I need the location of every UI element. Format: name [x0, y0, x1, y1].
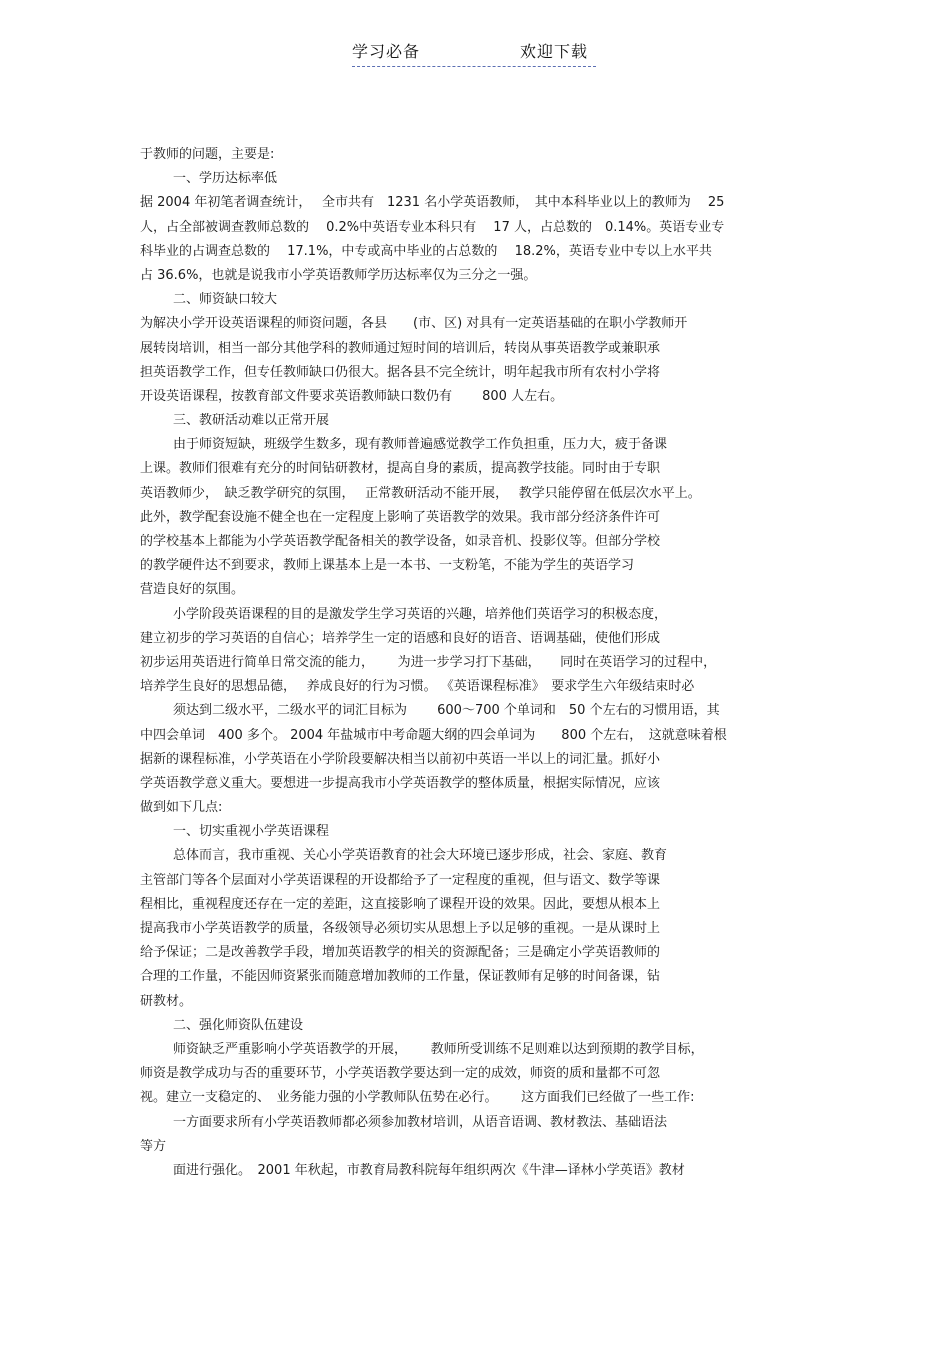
text-line: 由于师资短缺，班级学生数多，现有教师普遍感觉教学工作负担重，压力大，疲于备课 [173, 437, 668, 453]
text-line: 合理的工作量，不能因师资紧张而随意增加教师的工作量，保证教师有足够的时间备课，钻 [140, 969, 661, 985]
text-line: 给予保证；二是改善教学手段，增加英语教学的相关的资源配备；三是确定小学英语教师的 [140, 945, 661, 961]
text-line: 英语教师少， 缺乏教学研究的氛围， 正常教研活动不能开展， 教学只能停留在低层次水平上。 [140, 485, 701, 501]
text-line: 培养学生良好的思想品德， 养成良好的行为习惯。 《英语课程标准》 要求学生六年级结束时必 [140, 679, 695, 695]
text-line: 营造良好的氛围。 [140, 582, 245, 598]
text-line: 二、强化师资队伍建设 [173, 1017, 304, 1033]
text-line: 总体而言，我市重视、关心小学英语教育的社会大环境已逐步形成，社会、家庭、教育 [173, 848, 668, 864]
text-line: 科毕业的占调查总数的 17.1%，中专或高中毕业的占总数的 18.2%，英语专业中专以上水平共 [140, 243, 712, 259]
text-line: 据新的课程标准，小学英语在小学阶段要解决相当以前初中英语一半以上的词汇量。抓好小 [140, 751, 661, 767]
text-line: 据 2004 年初笔者调查统计， 全市共有 1231 名小学英语教师， 其中本科毕业以上的教师为 25 [140, 195, 725, 211]
text-line: 为解决小学开设英语课程的师资问题，各县 (市、区) 对具有一定英语基础的在职小学教师开 [140, 316, 688, 332]
text-line: 等方 [140, 1138, 167, 1154]
text-line: 人，占全部被调查教师总数的 0.2%中英语专业本科只有 17 人，占总数的 0.14%。英语专业专 [140, 219, 725, 235]
text-line: 建立初步的学习英语的自信心；培养学生一定的语感和良好的语音、语调基础，使他们形成 [140, 630, 661, 646]
text-line: 主管部门等各个层面对小学英语课程的开设都给予了一定程度的重视，但与语文、数学等课 [140, 872, 661, 888]
text-line: 面进行强化。 2001 年秋起，市教育局教科院每年组织两次《牛津—译林小学英语》教材 [173, 1162, 685, 1178]
text-line: 一方面要求所有小学英语教师都必须参加教材培训，从语音语调、教材教法、基础语法 [173, 1114, 668, 1130]
text-line: 做到如下几点: [140, 800, 223, 816]
document-body [140, 143, 820, 1183]
page-header [352, 42, 596, 67]
text-line: 提高我市小学英语教学的质量，各级领导必须切实从思想上予以足够的重视。一是从课时上 [140, 921, 661, 936]
text-line: 占 36.6%，也就是说我市小学英语教师学历达标率仅为三分之一强。 [140, 267, 537, 283]
text-line: 初步运用英语进行简单日常交流的能力， 为进一步学习打下基础， 同时在英语学习的过程中， [140, 654, 717, 670]
text-line: 研教材。 [140, 993, 193, 1009]
text-line: 上课。教师们很难有充分的时间钻研教材，提高自身的素质，提高教学技能。同时由于专职 [140, 461, 661, 477]
text-line: 一、切实重视小学英语课程 [173, 824, 330, 840]
text-line: 一、学历达标率低 [173, 171, 278, 187]
text-line: 视。建立一支稳定的、 业务能力强的小学教师队伍势在必行。 这方面我们已经做了一些工作: [140, 1090, 695, 1106]
header-left-text: 学习必备 [352, 42, 421, 61]
text-line: 须达到二级水平，二级水平的词汇目标为 600～700 个单词和 50 个左右的习惯用语，其 [173, 703, 720, 719]
text-line: 的学校基本上都能为小学英语教学配备相关的教学设备，如录音机、投影仪等。但部分学校 [140, 534, 661, 549]
text-line: 程相比，重视程度还存在一定的差距，这直接影响了课程开设的效果。因此，要想从根本上 [140, 896, 661, 912]
text-line: 展转岗培训，相当一部分其他学科的教师通过短时间的培训后，转岗从事英语教学或兼职承 [140, 340, 661, 356]
text-line: 学英语教学意义重大。要想进一步提高我市小学英语教学的整体质量，根据实际情况，应该 [140, 775, 661, 791]
text-line: 师资缺乏严重影响小学英语教学的开展， 教师所受训练不足则难以达到预期的教学目标， [173, 1041, 704, 1057]
text-line: 担英语教学工作，但专任教师缺口仍很大。据各县不完全统计，明年起我市所有农村小学将 [140, 364, 661, 380]
text-line: 开设英语课程，按教育部文件要求英语教师缺口数仍有 800 人左右。 [140, 388, 564, 404]
header-right-text: 欢迎下载 [520, 42, 589, 61]
text-line: 于教师的问题，主要是: [140, 147, 275, 162]
text-line: 中四会单词 400 多个。 2004 年盐城市中考命题大纲的四会单词为 800 个左右， 这就意味着根 [140, 727, 727, 743]
text-line: 师资是教学成功与否的重要环节，小学英语教学要达到一定的成效，师资的质和量都不可忽 [140, 1066, 661, 1082]
text-line: 此外，教学配套设施不健全也在一定程度上影响了英语教学的效果。我市部分经济条件许可 [140, 509, 661, 525]
text-line: 二、师资缺口较大 [173, 292, 278, 308]
text-line: 的教学硬件达不到要求，教师上课基本上是一本书、一支粉笔，不能为学生的英语学习 [140, 558, 635, 574]
text-line: 小学阶段英语课程的目的是激发学生学习英语的兴趣，培养他们英语学习的积极态度， [173, 606, 668, 622]
text-line: 三、教研活动难以正常开展 [173, 413, 330, 429]
